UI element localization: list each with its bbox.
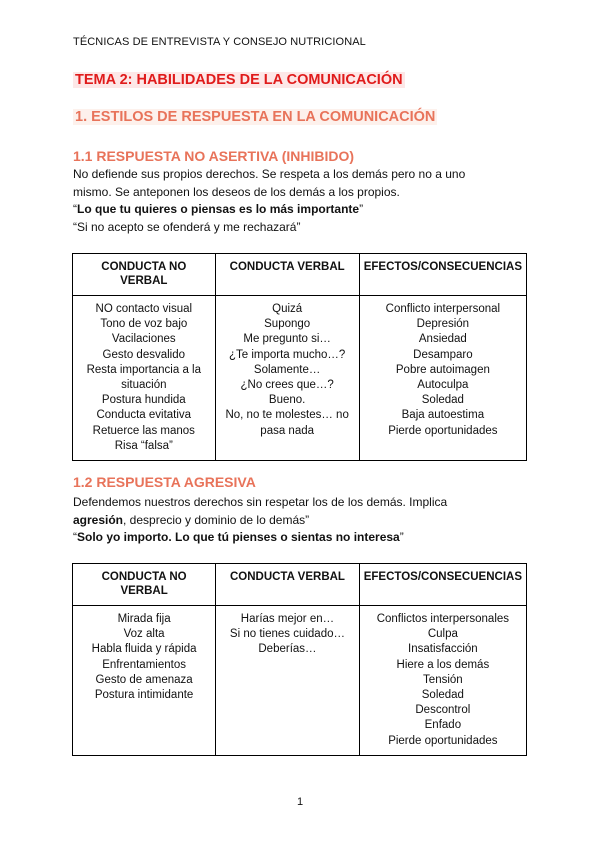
list-item: Pobre autoimagen: [395, 363, 490, 376]
section-1-1-line: No defiende sus propios derechos. Se respeta a los demás pero no a uno: [73, 167, 466, 181]
table-cell-no-verbal: [73, 606, 216, 756]
section-1-1-line: mismo. Se anteponen los deseos de los demás a los propios.: [73, 184, 400, 199]
table-header: EFECTOS/CONSECUENCIAS: [359, 254, 526, 296]
section-1-1-quote-bold: “Lo que tu quieres o piensas es lo más importante”: [73, 202, 364, 216]
list-item: Bueno.: [268, 394, 306, 407]
table-cell-verbal: [215, 296, 359, 461]
list-item: Culpa: [427, 628, 458, 641]
table-cell-efectos: [359, 606, 526, 756]
list-item: Soledad: [421, 689, 464, 702]
list-item: Pierde oportunidades: [388, 424, 498, 437]
list-item: Mirada fija: [117, 613, 171, 625]
list-item: Quizá: [272, 303, 303, 315]
list-item: Tono de voz bajo: [100, 318, 188, 331]
table-header: CONDUCTA VERBAL: [216, 564, 360, 606]
list-item: Voz alta: [123, 628, 165, 641]
list-item: NO contacto visual: [95, 303, 193, 315]
list-item: Hiere a los demás: [396, 658, 490, 671]
list-item: Enfado: [424, 719, 462, 732]
list-item: Harías mejor en…: [240, 613, 335, 625]
section-1-1-text: [73, 166, 533, 236]
list-item: Conducta evitativa: [96, 409, 192, 422]
list-item: ¿Te importa mucho…?: [228, 348, 346, 361]
list-item: Depresión: [416, 318, 470, 331]
section-1-1-title: 1.1 RESPUESTA NO ASERTIVA (INHIBIDO): [73, 148, 355, 164]
list-item: Habla fluida y rápida: [91, 643, 197, 656]
page-header: TÉCNICAS DE ENTREVISTA Y CONSEJO NUTRICIONAL: [73, 36, 366, 48]
list-item: Si no tienes cuidado…: [229, 628, 345, 641]
list-item: ¿No crees que…?: [240, 379, 334, 392]
list-item: Supongo: [264, 318, 311, 331]
list-item: Conflictos interpersonales: [376, 613, 510, 625]
section-1-2-text: [73, 494, 533, 547]
list-item: Baja autoestima: [401, 409, 485, 422]
table-header: CONDUCTA NO VERBAL: [73, 564, 216, 606]
list-item: Gesto desvalido: [102, 348, 186, 361]
table-cell-efectos: [359, 296, 526, 461]
table-cell-verbal: [216, 606, 360, 756]
table-no-asertiva: [72, 253, 527, 461]
list-item: Pierde oportunidades: [388, 734, 498, 747]
table-cell-no-verbal: [73, 296, 216, 461]
table-header: CONDUCTA NO VERBAL: [73, 254, 216, 296]
list-item: Desamparo: [413, 348, 473, 361]
section-1-2-line: agresión, desprecio y dominio de lo demás”: [73, 512, 310, 527]
list-item: Retuerce las manos: [92, 424, 195, 437]
list-item: Descontrol: [415, 704, 471, 717]
list-item: Autoculpa: [417, 379, 469, 392]
section-1-2-quote-bold: “Solo yo importo. Lo que tú pienses o sientas no interesa”: [73, 530, 404, 544]
page-number: 1: [296, 796, 304, 808]
section-1-title: 1. ESTILOS DE RESPUESTA EN LA COMUNICACIÓN: [75, 109, 436, 125]
list-item: No, no te molestes… no pasa nada: [225, 409, 349, 437]
list-item: Insatisfacción: [408, 643, 478, 656]
list-item: Resta importancia a la situación: [86, 363, 201, 392]
section-1-1-quote: “Si no acepto se ofenderá y me rechazará”: [73, 219, 301, 234]
list-item: Ansiedad: [418, 333, 467, 346]
list-item: Soledad: [421, 394, 464, 407]
list-item: Enfrentamientos: [102, 658, 186, 671]
list-item: Tensión: [423, 673, 463, 686]
list-item: Postura intimidante: [94, 689, 194, 702]
tema-title: TEMA 2: HABILIDADES DE LA COMUNICACIÓN: [75, 72, 403, 88]
list-item: Gesto de amenaza: [95, 673, 193, 686]
list-item: Postura hundida: [101, 394, 186, 407]
list-item: Deberías…: [258, 643, 317, 656]
section-1-2-title: 1.2 RESPUESTA AGRESIVA: [73, 474, 256, 490]
table-header: EFECTOS/CONSECUENCIAS: [359, 564, 526, 606]
list-item: Risa “falsa”: [114, 439, 173, 452]
list-item: Vacilaciones: [111, 333, 176, 346]
list-item: Me pregunto si…: [243, 333, 331, 346]
list-item: Solamente…: [253, 363, 321, 376]
table-header: CONDUCTA VERBAL: [215, 254, 359, 296]
section-1-2-line: Defendemos nuestros derechos sin respetar los de los demás. Implica: [73, 495, 448, 509]
table-agresiva: [72, 563, 527, 756]
list-item: Conflicto interpersonal: [385, 303, 501, 315]
